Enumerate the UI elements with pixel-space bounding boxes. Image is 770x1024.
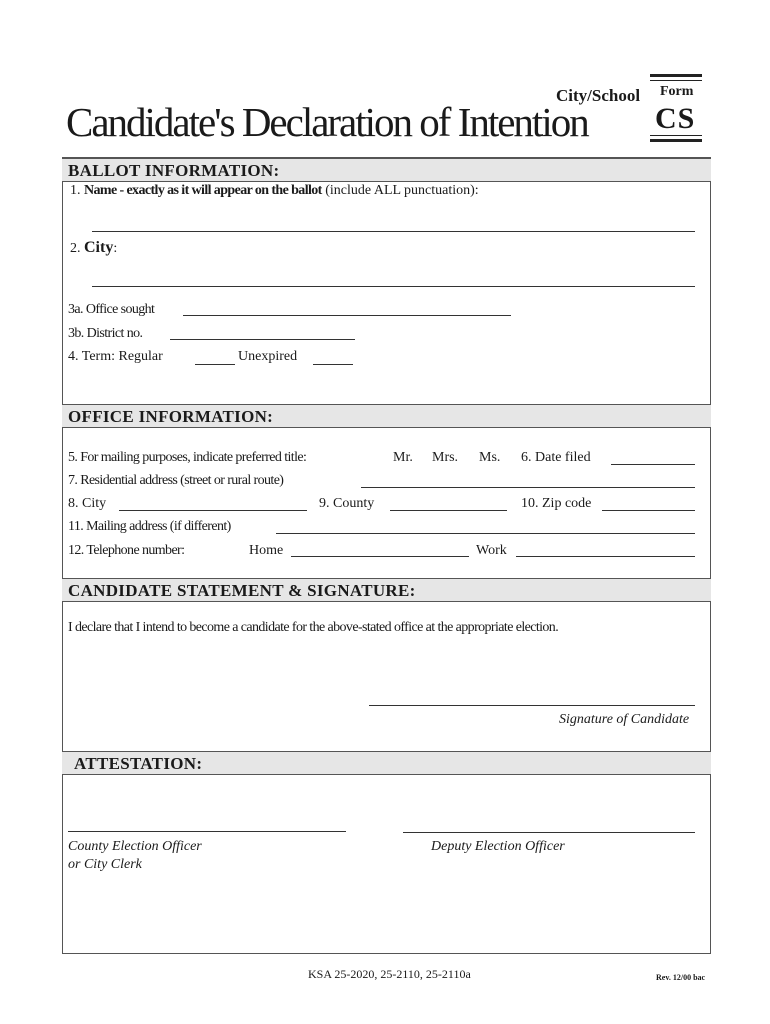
residential-address-field[interactable] — [361, 487, 695, 488]
work-phone-field[interactable] — [516, 556, 695, 557]
q6-label: 6. Date filed — [521, 450, 591, 465]
q10-label: 10. Zip code — [521, 496, 592, 511]
q1-note: (include ALL punctuation): — [325, 183, 479, 198]
date-filed-field[interactable] — [611, 464, 695, 465]
q2-colon: : — [113, 241, 118, 256]
district-field[interactable] — [170, 339, 355, 340]
q4-unexpired-label: Unexpired — [238, 349, 298, 364]
ballot-section-header — [62, 158, 711, 182]
q1-number: 1. — [70, 183, 81, 198]
county-officer-signature-field[interactable] — [68, 831, 346, 832]
name-field[interactable] — [92, 231, 695, 232]
zip-code-field[interactable] — [602, 510, 695, 511]
residence-city-field[interactable] — [119, 510, 307, 511]
deputy-officer-label: Deputy Election Officer — [431, 839, 565, 854]
county-officer-label: County Election Officer — [68, 839, 202, 854]
attestation-heading: ATTESTATION: — [74, 754, 203, 773]
q1-bold: Name - exactly as it will appear on the ballot — [84, 183, 322, 198]
title-mrs-option[interactable]: Mrs. — [432, 450, 459, 465]
q9-label: 9. County — [319, 496, 375, 511]
candidate-signature-field[interactable] — [369, 705, 695, 706]
city-field[interactable] — [92, 286, 695, 287]
mailing-address-field[interactable] — [276, 533, 695, 534]
attestation-section-header — [62, 751, 711, 775]
office-section-header — [62, 404, 711, 428]
city-clerk-label: or City Clerk — [68, 857, 142, 872]
county-field[interactable] — [390, 510, 507, 511]
q3b-label: 3b. District no. — [68, 326, 143, 341]
title-ms-option[interactable]: Ms. — [479, 450, 501, 465]
q8-label: 8. City — [68, 496, 107, 511]
term-regular-field[interactable] — [195, 364, 235, 365]
form-subtitle: City/School — [556, 86, 641, 105]
q1-label — [70, 183, 479, 199]
term-unexpired-field[interactable] — [313, 364, 353, 365]
declaration-text: I declare that I intend to become a candidate for the above-stated office at the appropriate election. — [68, 620, 559, 635]
signature-label: Signature of Candidate — [559, 712, 690, 727]
work-phone-label: Work — [476, 543, 507, 558]
q11-label: 11. Mailing address (if different) — [68, 519, 231, 534]
deputy-officer-signature-field[interactable] — [403, 832, 695, 833]
q2-label — [70, 239, 117, 257]
q4-label: 4. Term: Regular — [68, 349, 163, 364]
q3a-label: 3a. Office sought — [68, 302, 155, 317]
statute-reference: KSA 25-2020, 25-2110, 25-2110a — [308, 967, 471, 981]
q2-number: 2. — [70, 241, 81, 256]
statement-heading: CANDIDATE STATEMENT & SIGNATURE: — [68, 581, 416, 600]
page-title: Candidate's Declaration of Intention — [66, 99, 588, 145]
home-phone-label: Home — [249, 543, 284, 558]
office-sought-field[interactable] — [183, 315, 511, 316]
q2-city: City — [84, 239, 114, 256]
q5-label: 5. For mailing purposes, indicate preferred title: — [68, 450, 307, 465]
office-heading: OFFICE INFORMATION: — [68, 407, 274, 426]
home-phone-field[interactable] — [291, 556, 469, 557]
q12-label: 12. Telephone number: — [68, 543, 185, 558]
form-code: CS — [655, 102, 696, 135]
statement-section-header — [62, 578, 711, 602]
form-badge — [650, 74, 702, 144]
revision-note: Rev. 12/00 bac — [656, 973, 706, 982]
ballot-heading: BALLOT INFORMATION: — [68, 161, 280, 180]
title-mr-option[interactable]: Mr. — [393, 450, 413, 465]
q7-label: 7. Residential address (street or rural route) — [68, 473, 284, 488]
form-label: Form — [660, 84, 694, 99]
